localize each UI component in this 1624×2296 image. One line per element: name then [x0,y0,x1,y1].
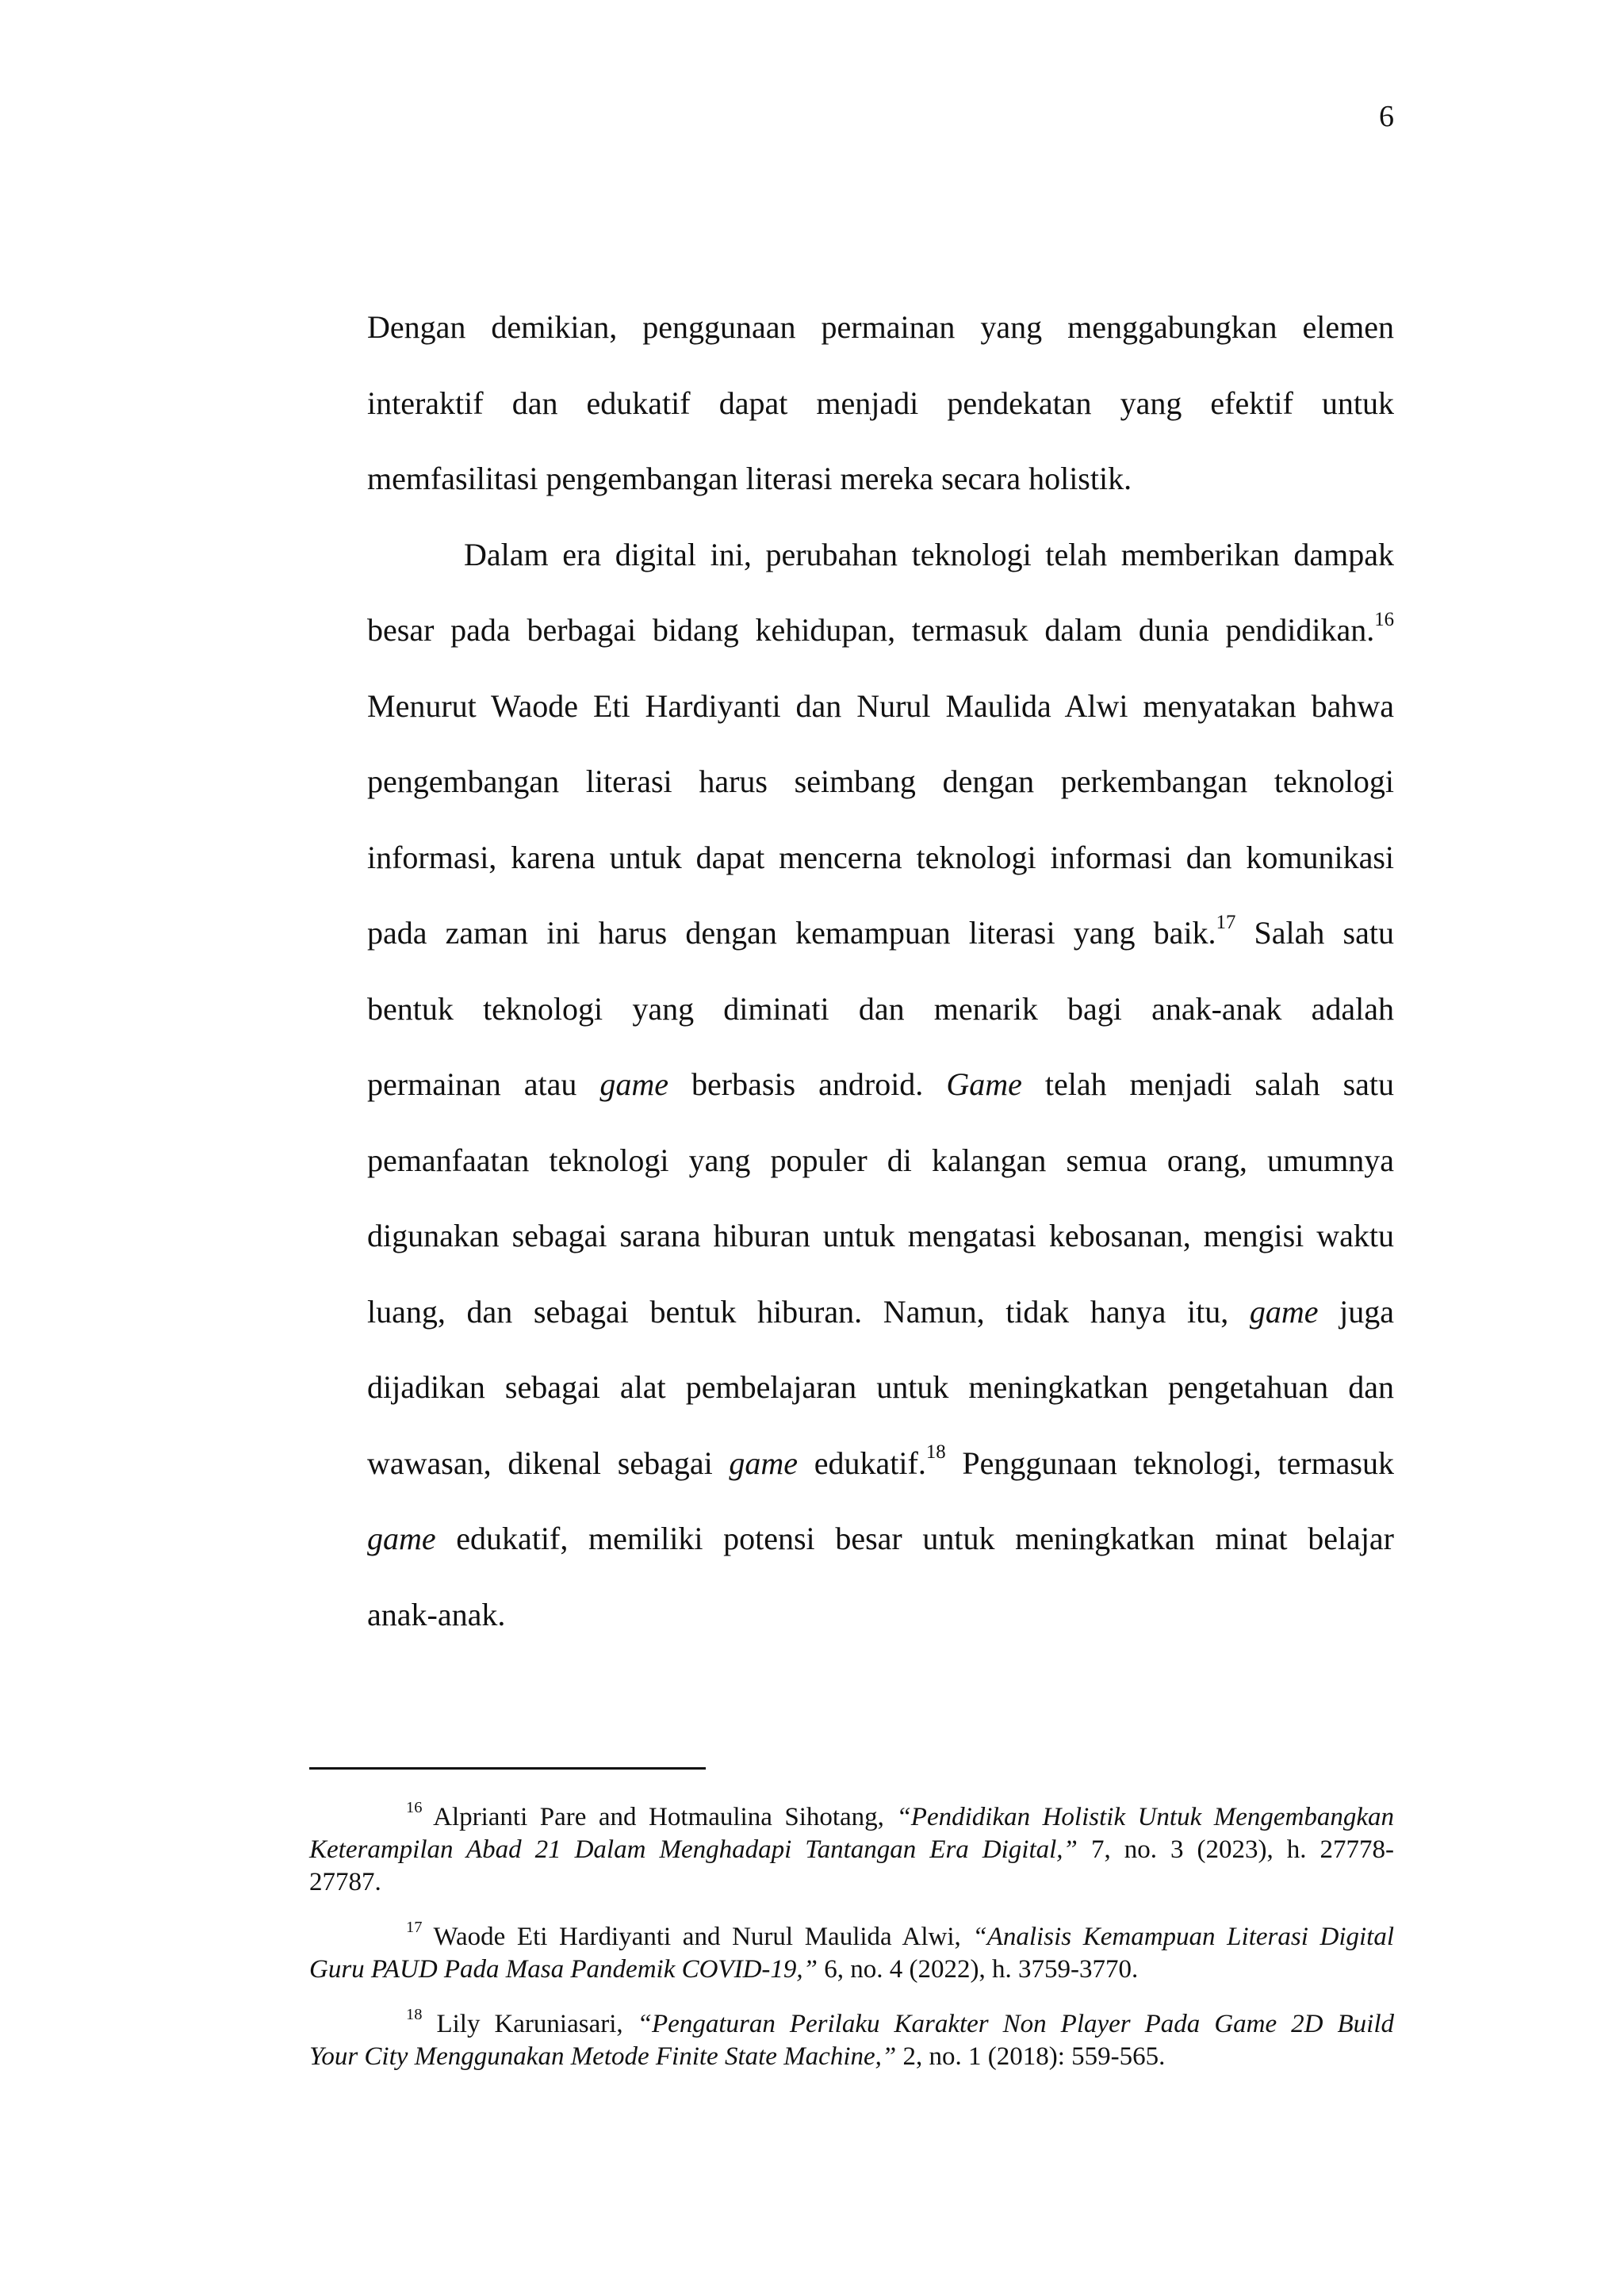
body-line: digunakan sebagai sarana hiburan untuk mengatasi kebosanan, mengisi waktu [367,1218,1394,1253]
body-line: bentuk teknologi yang diminati dan menarik bagi anak-anak adalah [367,990,1394,1027]
body-line: pemanfaatan teknologi yang populer di kalangan semua orang, umumnya [367,1142,1394,1178]
footnote-line: $^{18}$ Lily Karuniasari, “Pengaturan Perilaku Karakter Non Player Pada Game 2D Build [406,2005,1394,2038]
footnote-ref: 18 [925,1441,946,1464]
footnote-18 [309,2005,1394,2073]
body-line: luang, dan sebagai bentuk hiburan. Namun, tidak hanya itu, game juga [367,1293,1394,1330]
body-line: wawasan, dikenal sebagai game edukatif.$^{18}$ Penggunaan teknologi, termasuk [367,1441,1394,1481]
footnote-number: 18 [406,2005,423,2023]
footnote-17 [309,1918,1394,1986]
footnote-separator [309,1767,706,1770]
footnote-line: Keterampilan Abad 21 Dalam Menghadapi Tantangan Era Digital,” 7, no. 3 (2023), h. 27778- [309,1835,1394,1864]
footnote-ref: 16 [1374,608,1394,630]
body-line: pengembangan literasi harus seimbang dengan perkembangan teknologi [367,763,1394,799]
body-line: Menurut Waode Eti Hardiyanti dan Nurul Maulida Alwi menyatakan bahwa [367,687,1394,724]
body-line: permainan atau game berbasis android. Game telah menjadi salah satu [367,1066,1395,1102]
body-line: besar pada berbagai bidang kehidupan, termasuk dalam dunia pendidikan.$^{16}$ [367,608,1394,648]
footnote-number: 16 [406,1798,423,1816]
footnote-line: $^{17}$ Waode Eti Hardiyanti and Nurul Maulida Alwi, “Analisis Kemampuan Literasi Digital [406,1918,1394,1951]
body-line: Dalam era digital ini, perubahan teknologi telah memberikan dampak [464,536,1394,572]
footnote-line: Guru PAUD Pada Masa Pandemik COVID-19,” 6, no. 4 (2022), h. 3759-3770. [309,1955,1139,1984]
body-line: memfasilitasi pengembangan literasi mereka secara holistik. [367,461,1132,496]
footnote-number: 17 [406,1918,423,1936]
body-line: dijadikan sebagai alat pembelajaran untuk meningkatkan pengetahuan dan [367,1369,1394,1405]
page-number: 6 [1379,100,1394,133]
body-line: game edukatif, memiliki potensi besar untuk meningkatkan minat belajar [367,1521,1394,1556]
footnote-line: $^{16}$ Alprianti Pare and Hotmaulina Sihotang, “Pendidikan Holistik Untuk Mengembangkan [406,1798,1395,1831]
footnote-line: 27787. [309,1868,381,1896]
body-text [367,304,1394,1667]
footnotes [309,1798,1395,2095]
body-line: anak-anak. [367,1596,506,1632]
footnote-line: Your City Menggunakan Metode Finite State Machine,” 2, no. 1 (2018): 559-565. [309,2042,1166,2071]
body-line: interaktif dan edukatif dapat menjadi pendekatan yang efektif untuk [367,385,1394,421]
body-line: Dengan demikian, penggunaan permainan yang menggabungkan elemen [367,309,1394,345]
footnote-16 [309,1798,1395,1899]
body-line: pada zaman ini harus dengan kemampuan literasi yang baik.$^{17}$ Salah satu [367,911,1394,951]
body-line: informasi, karena untuk dapat mencerna teknologi informasi dan komunikasi [367,839,1394,875]
footnote-ref: 17 [1216,911,1236,933]
